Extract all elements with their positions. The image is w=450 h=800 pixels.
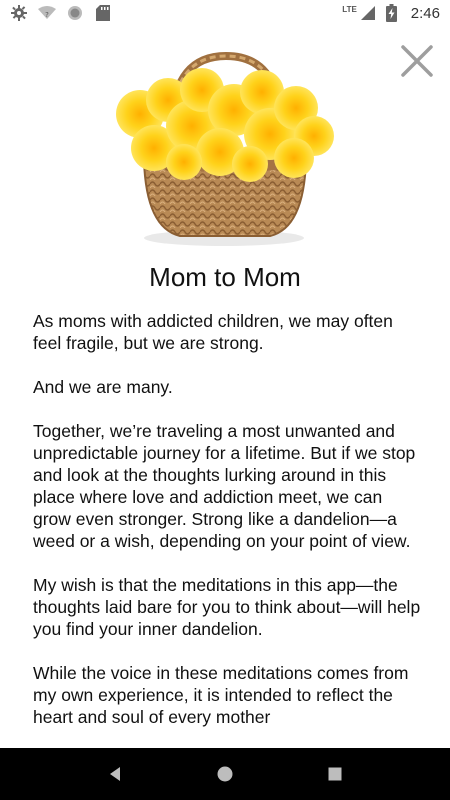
recents-button[interactable] xyxy=(315,754,355,794)
close-button[interactable] xyxy=(400,44,434,78)
system-nav-bar xyxy=(0,748,450,800)
article-body[interactable] xyxy=(33,310,423,748)
sd-card-icon xyxy=(94,4,112,22)
close-icon xyxy=(400,44,434,78)
page-title: Mom to Mom xyxy=(149,262,301,292)
recents-icon xyxy=(327,766,343,782)
svg-text:?: ? xyxy=(45,11,49,19)
home-button[interactable] xyxy=(205,754,245,794)
home-icon xyxy=(216,765,234,783)
gear-icon xyxy=(10,4,28,22)
paragraph-3: Together, we’re traveling a most unwanted and unpredictable journey for a lifetime. But if we stop and look at the thoughts lurking around in this place where love and addiction meet, we can grow even stronger. Strong like a dandelion—a weed or a wish, depending on your point of view. xyxy=(33,421,416,551)
paragraph-1: As moms with addicted children, we may often feel fragile, but we are strong. xyxy=(33,311,393,353)
status-right xyxy=(342,4,440,22)
paragraph-4: My wish is that the meditations in this app—the thoughts laid bare for you to think about—will help you find your inner dandelion. xyxy=(33,575,421,639)
network-type-label: LTE xyxy=(342,4,357,14)
wifi-icon xyxy=(38,4,56,22)
signal-icon xyxy=(359,4,377,22)
battery-charging-icon xyxy=(383,4,401,22)
circle-icon xyxy=(66,4,84,22)
status-time: 2:46 xyxy=(410,4,440,22)
status-left xyxy=(10,4,112,22)
back-icon xyxy=(107,766,123,782)
back-button[interactable] xyxy=(95,754,135,794)
paragraph-5: While the voice in these meditations comes from my own experience, it is intended to reflect the heart and soul of every mother xyxy=(33,663,409,727)
dandelion-basket-image xyxy=(110,52,338,248)
status-bar xyxy=(0,0,450,26)
paragraph-2: And we are many. xyxy=(33,377,173,397)
